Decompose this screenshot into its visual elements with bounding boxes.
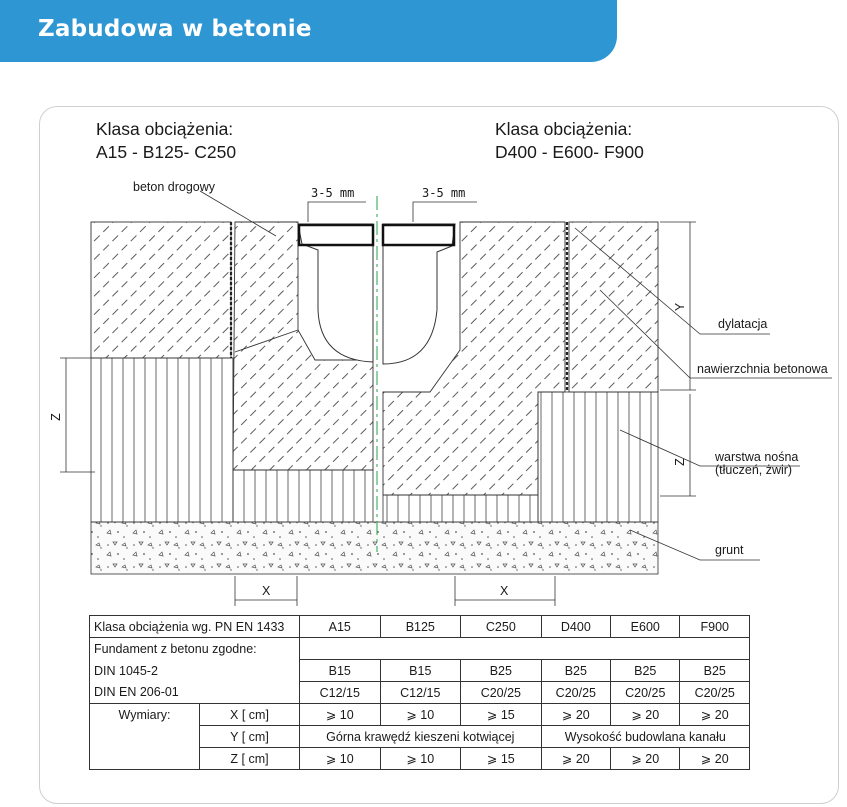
label-warstwa-nosna: warstwa nośna [715, 450, 799, 464]
cell-x-value: ⩾ 10 [300, 704, 381, 726]
label-x-left: X [262, 584, 271, 598]
right-title-line2: D400 - E600- F900 [495, 142, 644, 162]
cell-din-en-206-label: DIN EN 206-01 [90, 682, 300, 704]
cell-class-b125: B125 [380, 616, 461, 638]
table-row-din-1045 [90, 660, 750, 682]
cell-class-f900: F900 [680, 616, 750, 638]
label-warstwa-material: (tłuczeń, żwir) [715, 463, 793, 477]
cell-din-1045-value: B25 [680, 660, 750, 682]
label-gap-left: 3-5 mm [311, 186, 355, 200]
cell-x-value: ⩾ 10 [380, 704, 461, 726]
cell-din-en-206-value: C20/25 [680, 682, 750, 704]
cell-z-value: ⩾ 10 [380, 748, 461, 770]
cell-foundation-label: Fundament z betonu zgodne: [90, 638, 300, 660]
label-gap-right: 3-5 mm [422, 186, 466, 200]
right-base-layer [538, 392, 658, 522]
label-beton-drogowy: beton drogowy [133, 180, 216, 194]
table-row-y [90, 726, 750, 748]
label-z-right: Z [672, 458, 687, 466]
cell-din-en-206-value: C12/15 [380, 682, 461, 704]
table-row-din-en-206 [90, 682, 750, 704]
left-bottom-base-layer [233, 470, 373, 522]
cell-y-note-left: Górna krawędź kieszeni kotwiącej [300, 726, 542, 748]
cell-class-d400: D400 [541, 616, 610, 638]
cell-y-dim: Y [ cm] [200, 726, 300, 748]
specification-table [89, 615, 750, 770]
label-nawierzchnia-betonowa: nawierzchnia betonowa [697, 362, 828, 376]
cell-class-a15: A15 [300, 616, 381, 638]
cell-x-value: ⩾ 15 [461, 704, 542, 726]
cell-x-dim: X [ cm] [200, 704, 300, 726]
cell-z-value: ⩾ 20 [541, 748, 610, 770]
cell-x-value: ⩾ 20 [680, 704, 750, 726]
cell-z-value: ⩾ 15 [461, 748, 542, 770]
cell-din-1045-label: DIN 1045-2 [90, 660, 300, 682]
label-y-dimension: Y [673, 302, 688, 312]
cell-din-1045-value: B25 [611, 660, 680, 682]
label-dylatacja: dylatacja [718, 317, 768, 331]
table-row-z [90, 748, 750, 770]
cell-z-dim: Z [ cm] [200, 748, 300, 770]
soil-layer [91, 522, 658, 574]
cell-din-en-206-value: C20/25 [611, 682, 680, 704]
cell-dimensions-label: Wymiary: [90, 704, 200, 726]
cell-z-value: ⩾ 20 [611, 748, 680, 770]
right-bottom-base-layer [383, 495, 538, 522]
cell-x-value: ⩾ 20 [541, 704, 610, 726]
table-row-foundation [90, 638, 750, 660]
cell-din-en-206-value: C20/25 [461, 682, 542, 704]
right-road-slab [569, 222, 658, 392]
label-grunt: grunt [715, 543, 744, 557]
cell-din-1045-value: B15 [380, 660, 461, 682]
left-base-layer [91, 358, 233, 522]
cell-din-en-206-value: C12/15 [300, 682, 381, 704]
label-z-left: Z [48, 413, 63, 421]
cell-class-e600: E600 [611, 616, 680, 638]
cell-z-value: ⩾ 20 [680, 748, 750, 770]
page-title: Zabudowa w betonie [38, 16, 312, 42]
cell-din-1045-value: B25 [541, 660, 610, 682]
cell-x-value: ⩾ 20 [611, 704, 680, 726]
left-road-slab [91, 222, 231, 358]
cell-din-1045-value: B25 [461, 660, 542, 682]
cell-din-1045-value: B15 [300, 660, 381, 682]
left-title-line2: A15 - B125- C250 [96, 142, 237, 162]
cell-load-class-label: Klasa obciążenia wg. PN EN 1433 [90, 616, 300, 638]
table-row-load-class [90, 616, 750, 638]
cell-z-value: ⩾ 10 [300, 748, 381, 770]
cell-class-c250: C250 [461, 616, 542, 638]
right-title-line1: Klasa obciążenia: [495, 119, 633, 139]
table-row-x [90, 704, 750, 726]
cell-y-note-right: Wysokość budowlana kanału [541, 726, 749, 748]
left-title-line1: Klasa obciążenia: [96, 119, 234, 139]
label-x-right: X [500, 584, 509, 598]
cell-din-en-206-value: C20/25 [541, 682, 610, 704]
